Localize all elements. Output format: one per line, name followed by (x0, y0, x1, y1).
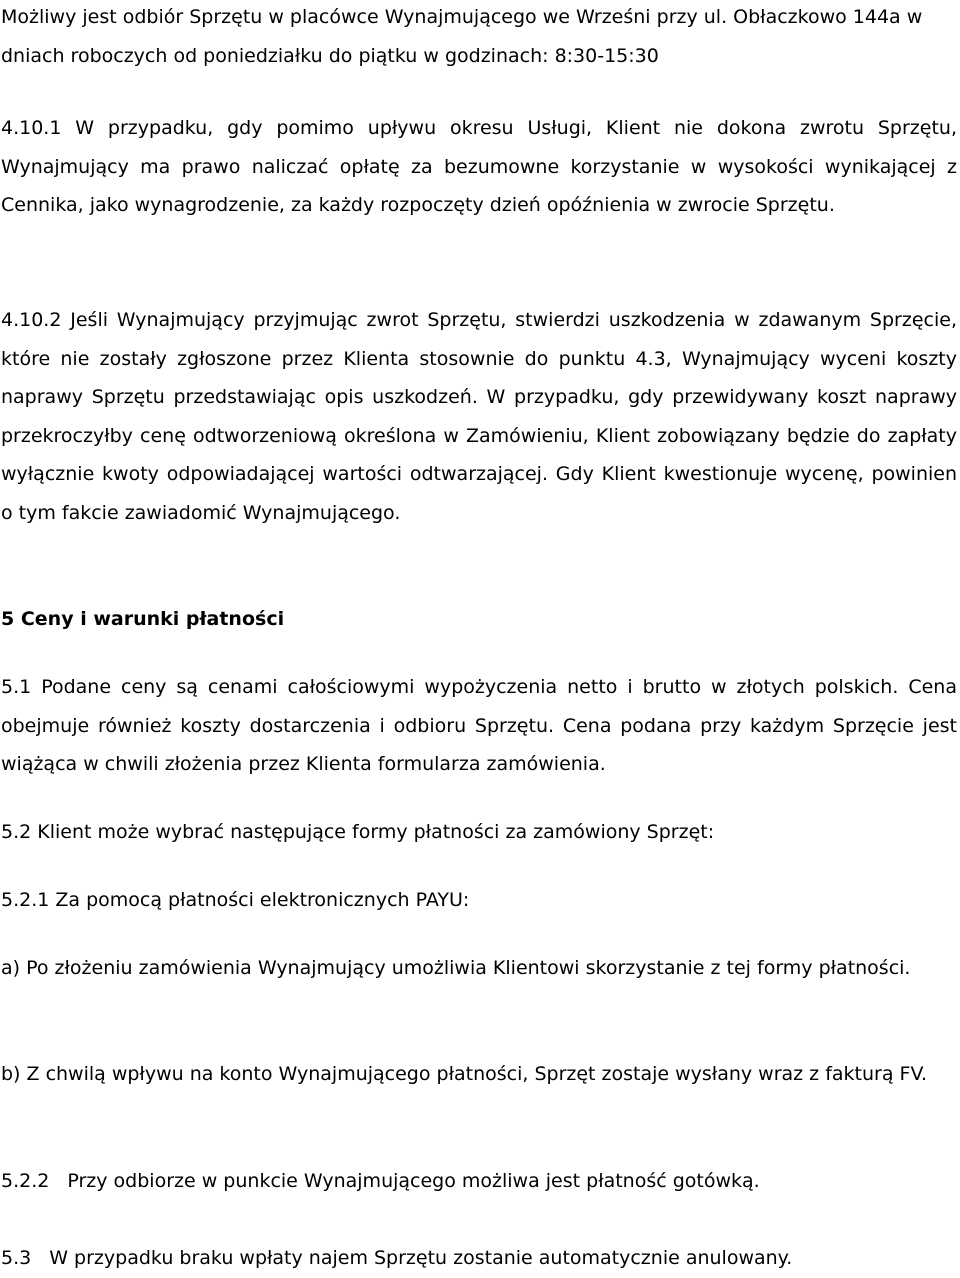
paragraph-5-2-1: 5.2.1 Za pomocą płatności elektronicznych PAYU: (1, 889, 470, 911)
section-heading-5: 5 Ceny i warunki płatności (1, 608, 285, 630)
paragraph-5-3-text: W przypadku braku wpłaty najem Sprzętu zostanie automatycznie anulowany. (49, 1247, 793, 1269)
paragraph-5-2-2-number: 5.2.2 (1, 1170, 50, 1192)
paragraph-5-2-2 (1, 1162, 957, 1201)
paragraph-5-3-number: 5.3 (1, 1247, 32, 1269)
paragraph-5-1: 5.1 Podane ceny są cenami całościowymi wypożyczenia netto i brutto w złotych polskich. Cena obejmuje również koszty dostarczenia i odbioru Sprzętu. Cena podana przy każdym Sprzęcie jest wiążąca w chwili złożenia przez Klienta formularza zamówienia. (1, 676, 957, 776)
paragraph-5-2-2-text: Przy odbiorze w punkcie Wynajmującego możliwa jest płatność gotówką. (67, 1170, 760, 1192)
paragraph-4-10-2: 4.10.2 Jeśli Wynajmujący przyjmując zwrot Sprzętu, stwierdzi uszkodzenia w zdawanym Sprzęcie, które nie zostały zgłoszone przez Klienta stosownie do punktu 4.3, Wynajmujący wyceni koszty naprawy Sprzętu przedstawiając opis uszkodzeń. W przypadku, gdy przewidywany koszt naprawy przekroczyłby cenę odtworzeniową określona w Zamówieniu, Klient zobowiązany będzie do zapłaty wyłącznie kwoty odpowiadającej wartości odtwarzającej. Gdy Klient kwestionuje wycenę, powinien o tym fakcie zawiadomić Wynajmującego. (1, 309, 957, 524)
paragraph-a: a) Po złożeniu zamówienia Wynajmujący umożliwia Klientowi skorzystanie z tej formy płatności. (1, 957, 911, 979)
paragraph-b: b) Z chwilą wpływu na konto Wynajmującego płatności, Sprzęt zostaje wysłany wraz z fakturą FV. (1, 1063, 928, 1085)
paragraph-5-2: 5.2 Klient może wybrać następujące formy płatności za zamówiony Sprzęt: (1, 821, 715, 843)
intro-paragraph: Możliwy jest odbiór Sprzętu w placówce Wynajmującego we Wrześni przy ul. Obłaczkowo 144a w dniach roboczych od poniedziałku do piątku w godzinach: 8:30-15:30 (1, 6, 923, 67)
paragraph-4-10-1: 4.10.1 W przypadku, gdy pomimo upływu okresu Usługi, Klient nie dokona zwrotu Sprzętu, Wynajmujący ma prawo naliczać opłatę za bezumowne korzystanie w wysokości wynikającej z Cennika, jako wynagrodzenie, za każdy rozpoczęty dzień opóźnienia w zwrocie Sprzętu. (1, 117, 957, 217)
